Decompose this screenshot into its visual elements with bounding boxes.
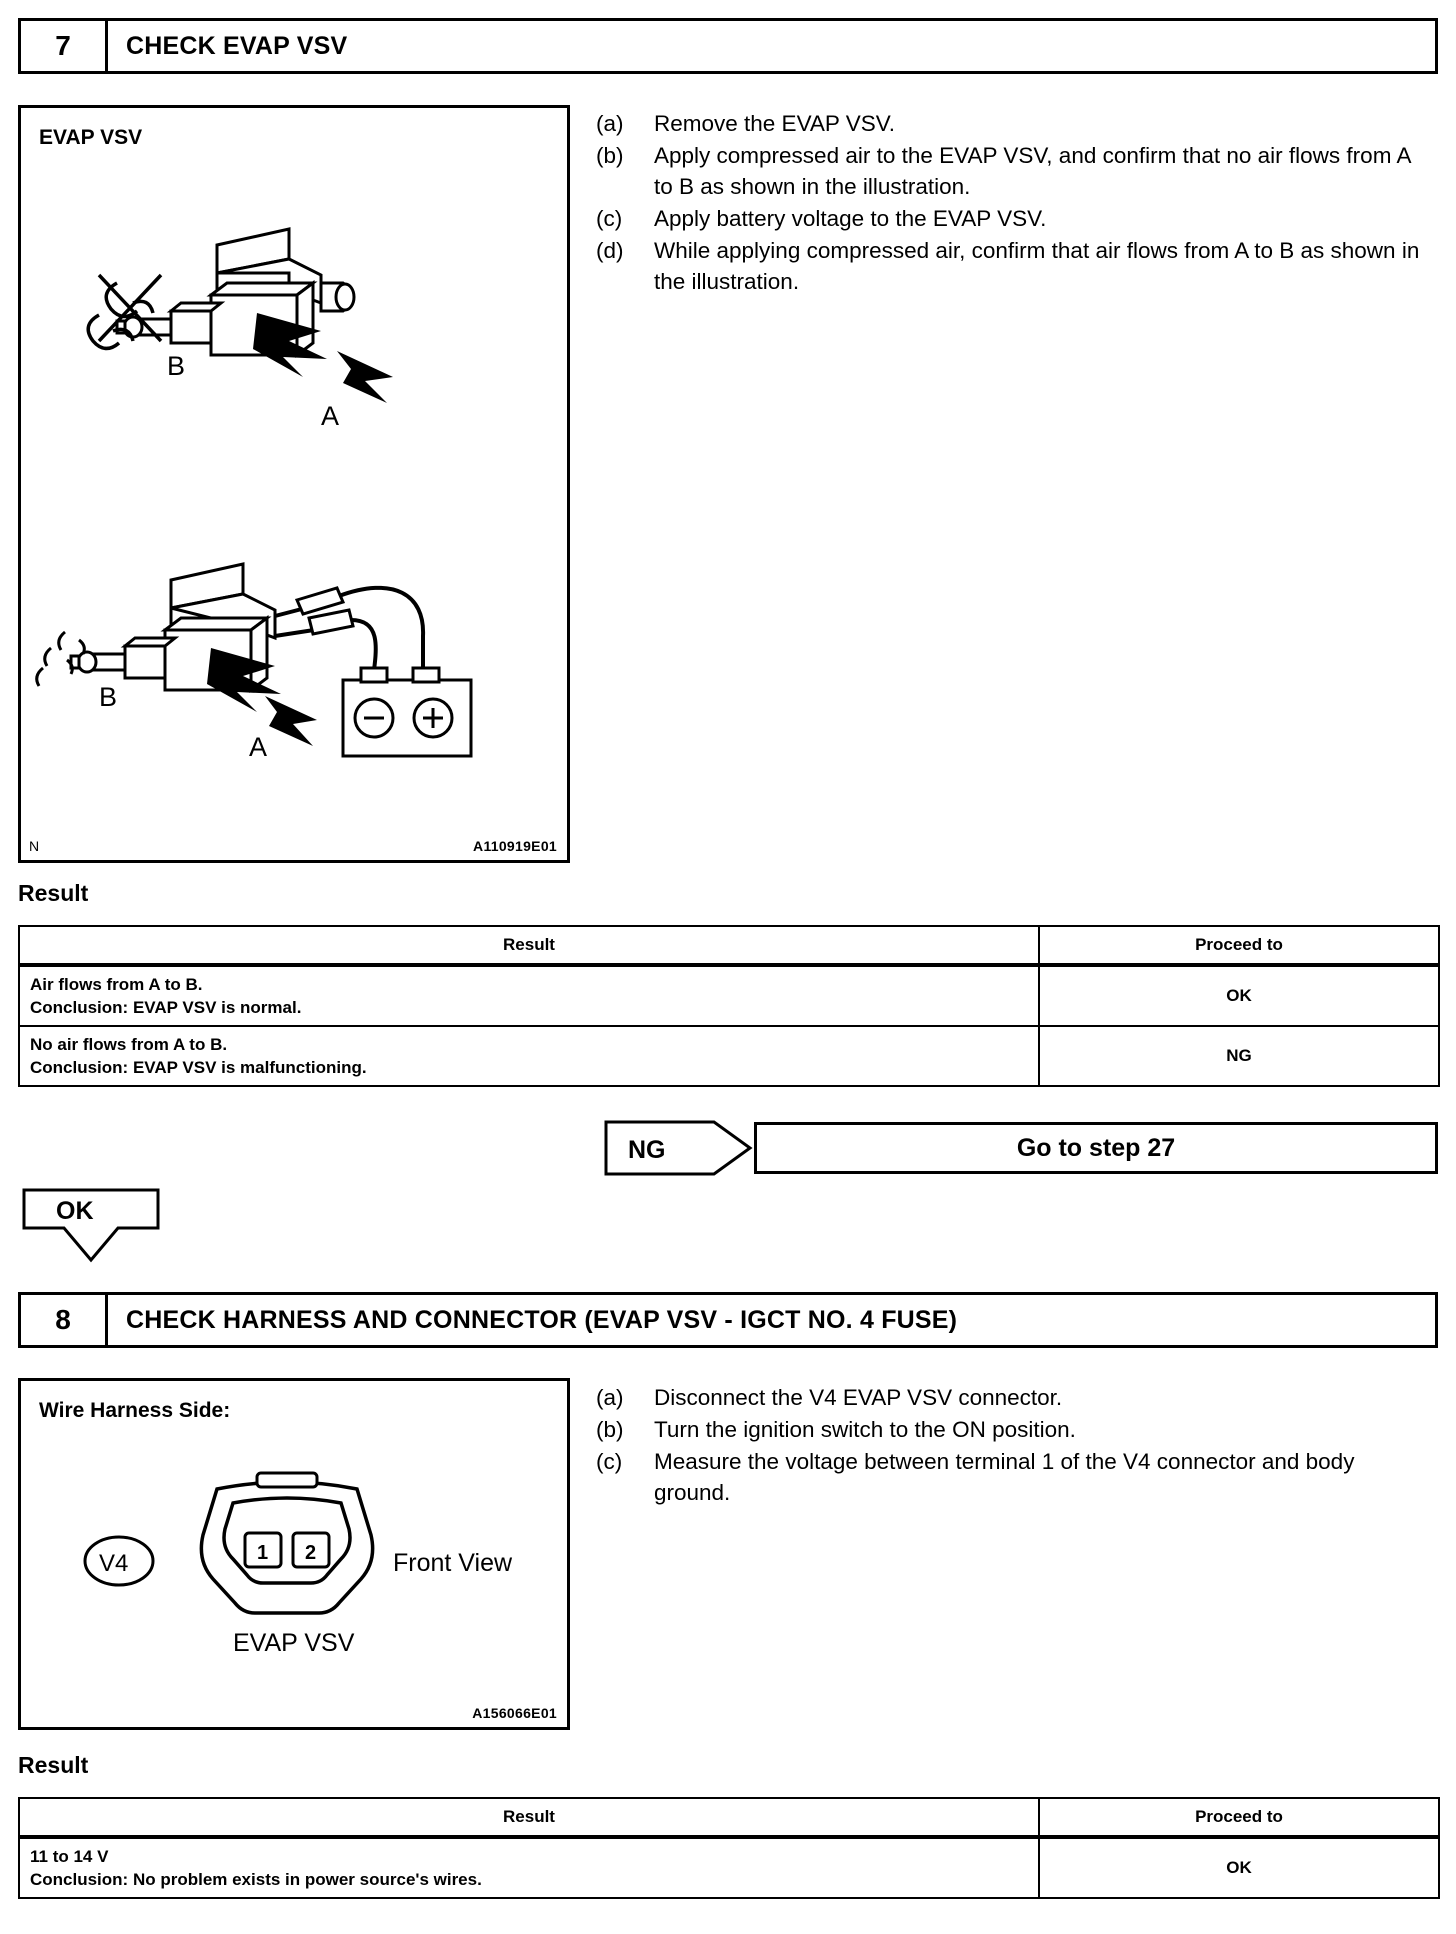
illustration-code: A110919E01 bbox=[473, 838, 557, 854]
proceed-cell: NG bbox=[1039, 1026, 1439, 1086]
vsv-no-flow-drawing bbox=[21, 163, 567, 493]
ok-tag-label: OK bbox=[56, 1197, 94, 1225]
procedure-list-step7 bbox=[596, 108, 1426, 298]
svg-text:A: A bbox=[321, 401, 340, 431]
procedure-text: Turn the ignition switch to the ON position. bbox=[654, 1417, 1076, 1442]
procedure-item bbox=[596, 140, 1426, 202]
result-cell bbox=[19, 965, 1039, 1026]
procedure-text: Measure the voltage between terminal 1 of the V4 connector and body ground. bbox=[654, 1449, 1355, 1505]
goto-step-box[interactable] bbox=[754, 1122, 1438, 1174]
procedure-key: (a) bbox=[596, 1385, 624, 1410]
column-header-result: Result bbox=[19, 926, 1039, 965]
component-label: EVAP VSV bbox=[233, 1629, 355, 1657]
step-header-7 bbox=[18, 18, 1438, 74]
connector-drawing bbox=[21, 1451, 567, 1711]
table-row bbox=[19, 1837, 1439, 1898]
procedure-key: (c) bbox=[596, 1449, 623, 1474]
procedure-item bbox=[596, 1414, 1426, 1445]
ok-flow-tag bbox=[22, 1188, 162, 1264]
column-header-proceed: Proceed to bbox=[1039, 926, 1439, 965]
ng-tag-label: NG bbox=[628, 1136, 666, 1164]
illustration-wire-harness bbox=[18, 1378, 570, 1730]
step-number: 8 bbox=[21, 1295, 108, 1345]
result-caption-step8: Result bbox=[18, 1752, 89, 1778]
result-line-2: Conclusion: No problem exists in power source's wires. bbox=[30, 1870, 482, 1889]
result-line-1: Air flows from A to B. bbox=[30, 975, 203, 994]
procedure-text: Apply compressed air to the EVAP VSV, and confirm that no air flows from A to B as shown in the illustration. bbox=[654, 143, 1411, 199]
pin-label-2: 2 bbox=[305, 1542, 317, 1564]
result-caption-step7: Result bbox=[18, 880, 89, 906]
procedure-key: (a) bbox=[596, 111, 624, 136]
procedure-item bbox=[596, 1446, 1426, 1508]
step-title: CHECK HARNESS AND CONNECTOR (EVAP VSV - IGCT NO. 4 FUSE) bbox=[126, 1305, 958, 1334]
connector-tag-label: V4 bbox=[99, 1550, 129, 1577]
svg-text:A: A bbox=[249, 732, 268, 762]
procedure-item bbox=[596, 235, 1426, 297]
illustration-evap-vsv bbox=[18, 105, 570, 863]
procedure-key: (d) bbox=[596, 238, 624, 263]
result-cell bbox=[19, 1837, 1039, 1898]
goto-step-label: Go to step 27 bbox=[1016, 1133, 1176, 1162]
procedure-key: (c) bbox=[596, 206, 623, 231]
ok-tag-shape bbox=[22, 1188, 162, 1264]
table-header-row bbox=[19, 926, 1439, 965]
result-line-1: 11 to 14 V bbox=[30, 1847, 109, 1866]
procedure-list-step8 bbox=[596, 1382, 1426, 1509]
step-header-8 bbox=[18, 1292, 1438, 1348]
ng-flow-tag bbox=[604, 1120, 754, 1176]
table-row bbox=[19, 965, 1439, 1026]
pin-label-1: 1 bbox=[257, 1542, 269, 1564]
step-title: CHECK EVAP VSV bbox=[126, 31, 348, 60]
procedure-text: While applying compressed air, confirm that air flows from A to B as shown in the illustration. bbox=[654, 238, 1420, 294]
procedure-item bbox=[596, 203, 1426, 234]
procedure-item bbox=[596, 108, 1426, 139]
illustration-corner-mark: N bbox=[29, 838, 40, 854]
procedure-text: Apply battery voltage to the EVAP VSV. bbox=[654, 206, 1047, 231]
vsv-battery-drawing bbox=[21, 508, 567, 798]
result-line-2: Conclusion: EVAP VSV is malfunctioning. bbox=[30, 1058, 367, 1077]
result-table-step7 bbox=[18, 925, 1440, 1087]
front-view-label: Front View bbox=[393, 1549, 513, 1577]
illustration-label: EVAP VSV bbox=[39, 126, 143, 149]
illustration-label: Wire Harness Side: bbox=[39, 1399, 231, 1422]
column-header-result: Result bbox=[19, 1798, 1039, 1837]
result-line-1: No air flows from A to B. bbox=[30, 1035, 228, 1054]
result-cell bbox=[19, 1026, 1039, 1086]
procedure-key: (b) bbox=[596, 143, 624, 168]
illustration-code: A156066E01 bbox=[472, 1705, 557, 1721]
result-line-2: Conclusion: EVAP VSV is normal. bbox=[30, 998, 302, 1017]
svg-text:B: B bbox=[167, 351, 186, 381]
proceed-cell: OK bbox=[1039, 965, 1439, 1026]
procedure-text: Disconnect the V4 EVAP VSV connector. bbox=[654, 1385, 1063, 1410]
proceed-cell: OK bbox=[1039, 1837, 1439, 1898]
column-header-proceed: Proceed to bbox=[1039, 1798, 1439, 1837]
step-number: 7 bbox=[21, 21, 108, 71]
procedure-text: Remove the EVAP VSV. bbox=[654, 111, 895, 136]
table-header-row bbox=[19, 1798, 1439, 1837]
ng-tag-shape bbox=[604, 1120, 754, 1176]
svg-text:B: B bbox=[99, 682, 118, 712]
result-table-step8 bbox=[18, 1797, 1440, 1899]
table-row bbox=[19, 1026, 1439, 1086]
procedure-item bbox=[596, 1382, 1426, 1413]
procedure-key: (b) bbox=[596, 1417, 624, 1442]
